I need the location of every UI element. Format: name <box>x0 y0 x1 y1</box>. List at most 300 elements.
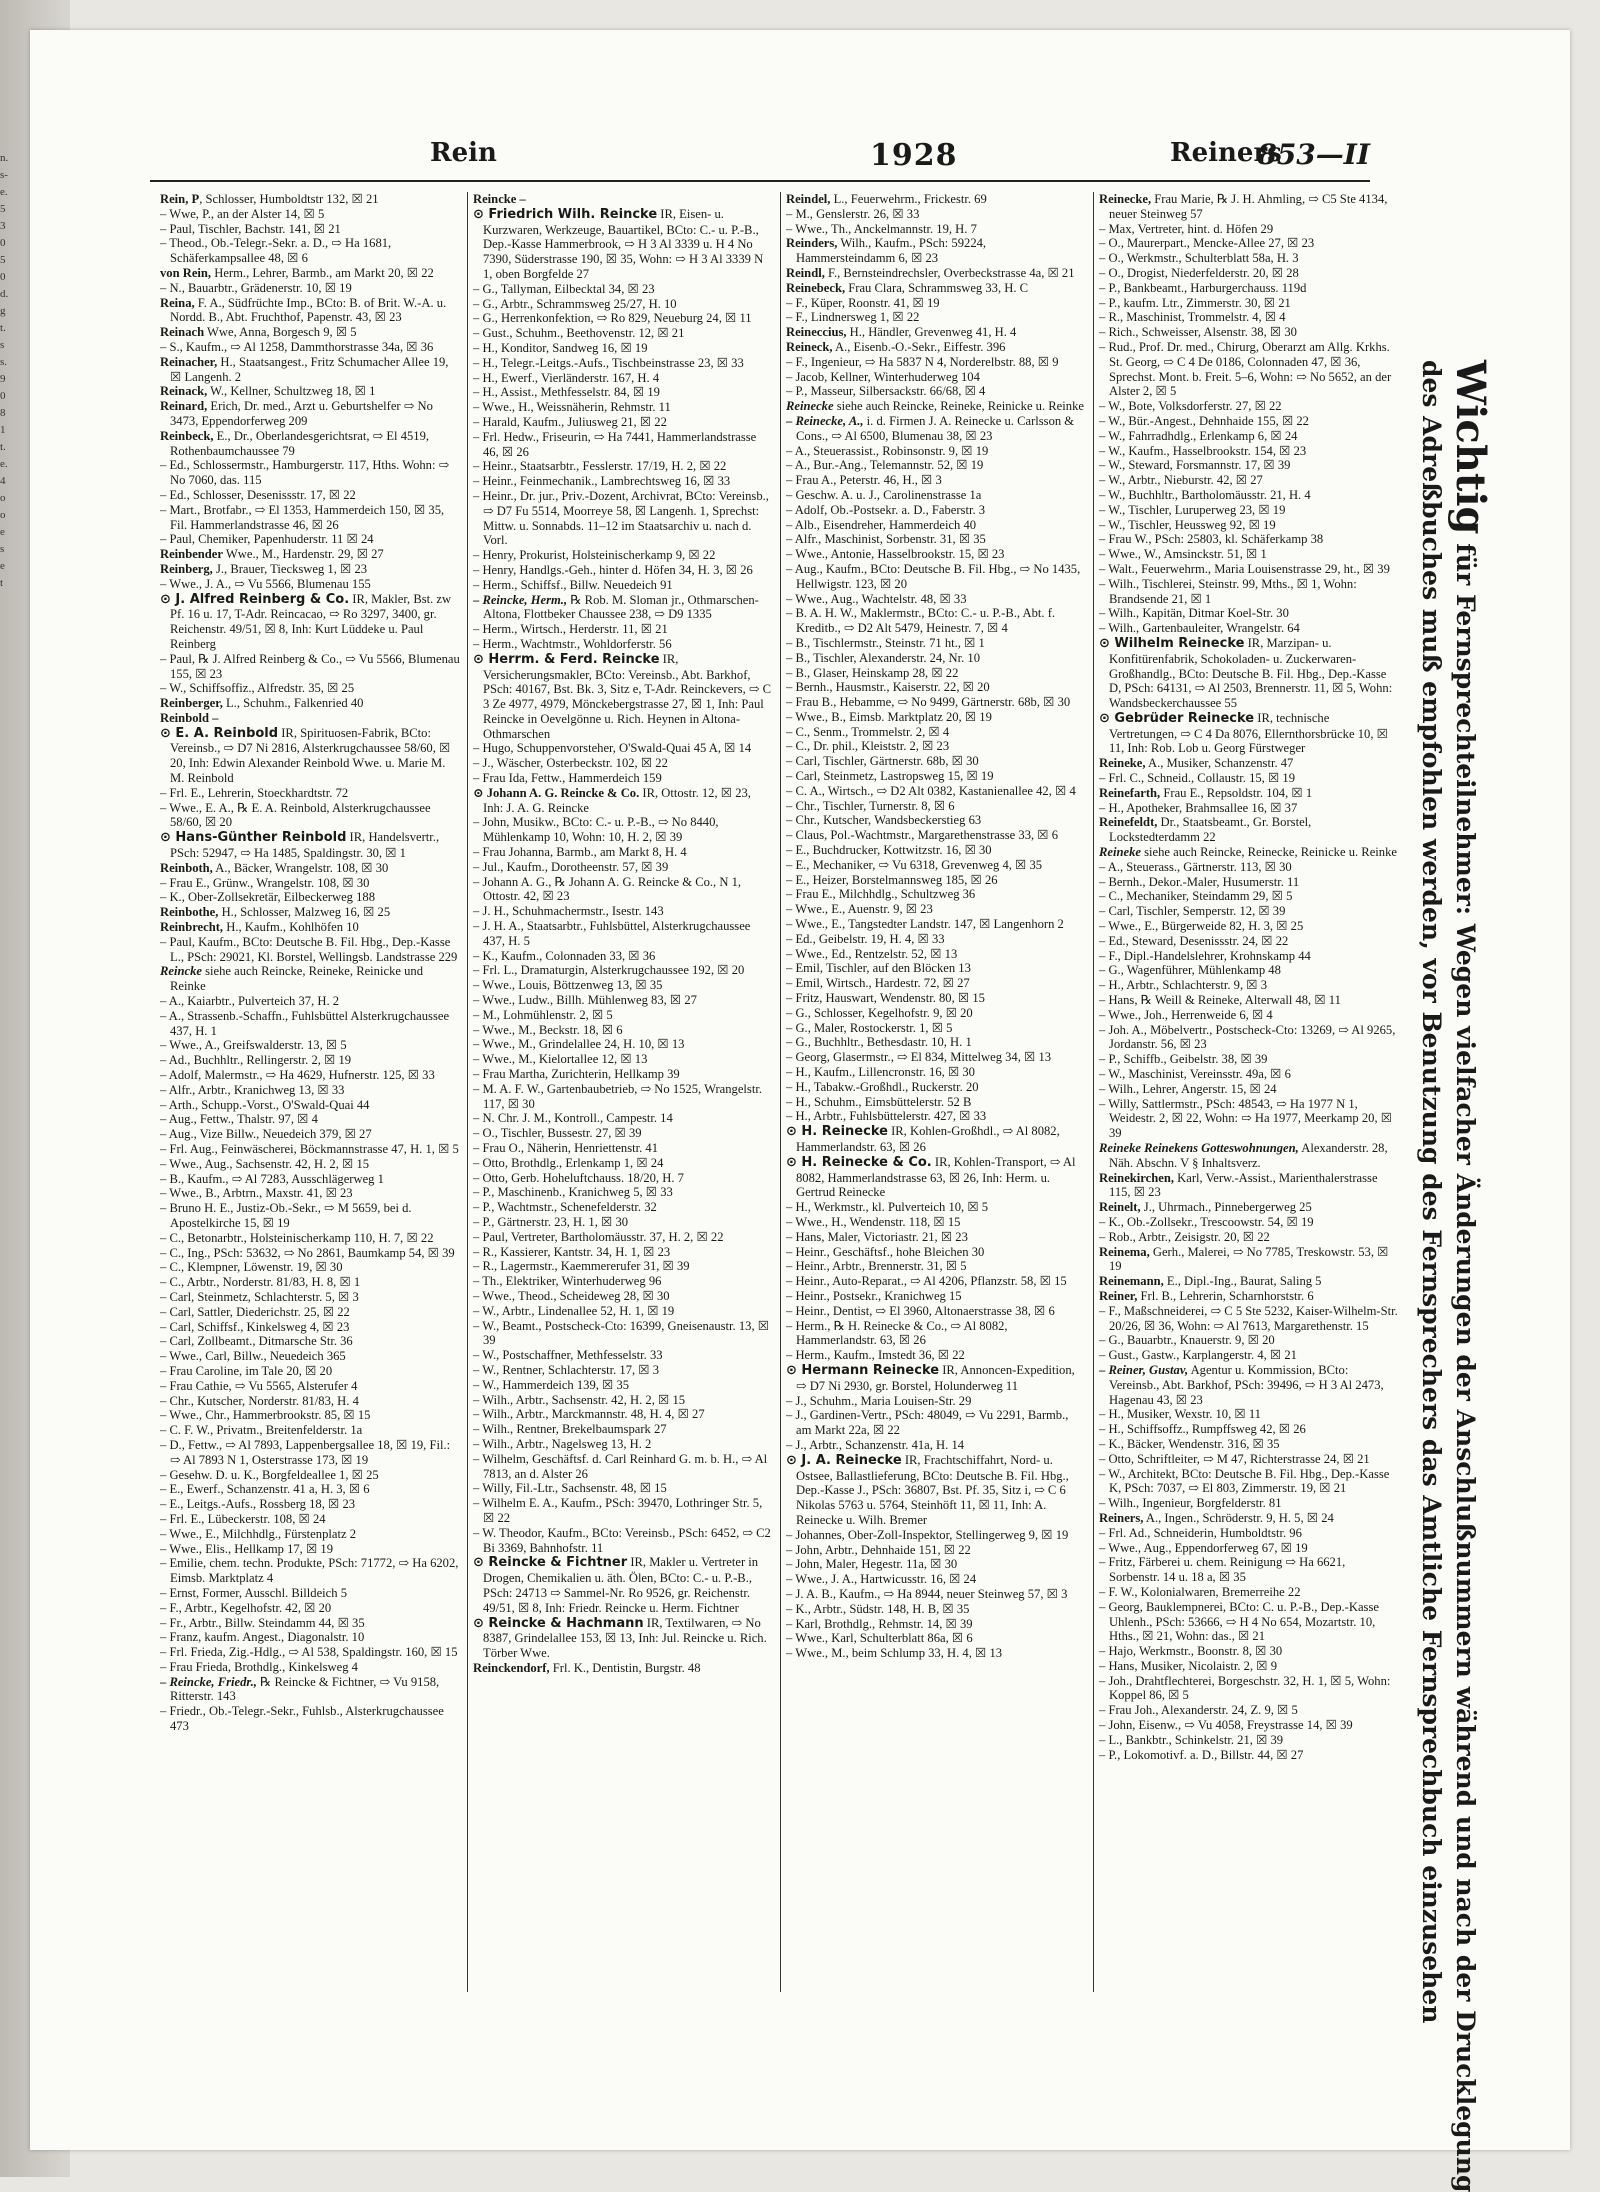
entry-text: – Herm., Kaufm., Imstedt 36, ☒ 22 <box>786 1348 965 1363</box>
directory-entry <box>473 430 773 460</box>
directory-column-4 <box>1099 192 1399 1992</box>
directory-entry <box>786 961 1086 976</box>
directory-entry <box>1099 399 1399 414</box>
entry-text: – Frau Martha, Zurichterin, Hellkamp 39 <box>473 1067 680 1082</box>
directory-entry <box>160 1556 460 1586</box>
entry-text: – Arth., Schupp.-Vorst., O'Swald-Quai 44 <box>160 1097 370 1112</box>
directory-entry <box>1099 1141 1399 1171</box>
directory-entry <box>160 1231 460 1246</box>
entry-text: Gerh., Malerei, ⇨ No 7785, Treskowstr. 53, ☒ 19 <box>1109 1244 1389 1274</box>
directory-entry <box>1099 1304 1399 1334</box>
directory-entry <box>786 355 1086 370</box>
margin-fragment: e. <box>0 186 8 198</box>
directory-entry <box>160 547 460 562</box>
entry-text: – W., Bür.-Angest., Dehnhaide 155, ☒ 22 <box>1099 413 1309 428</box>
directory-entry <box>473 1526 773 1556</box>
entry-text: – F. W., Kolonialwaren, Bremerreihe 22 <box>1099 1584 1301 1599</box>
directory-entry <box>1099 1215 1399 1230</box>
directory-entry <box>160 994 460 1009</box>
directory-entry <box>473 548 773 563</box>
directory-entry <box>1099 1496 1399 1511</box>
directory-entry <box>473 326 773 341</box>
entry-text: – Otto, Brothdlg., Erlenkamp 1, ☒ 24 <box>473 1155 664 1170</box>
entry-text: – H., Arbtr., Fuhlsbüttelerstr. 427, ☒ 33 <box>786 1109 987 1124</box>
entry-text: – S., Kaufm., ⇨ Al 1258, Dammthorstrasse 34a, ☒ 36 <box>160 339 434 354</box>
entry-text: – K., Bäcker, Wendenstr. 316, ☒ 35 <box>1099 1436 1280 1451</box>
directory-entry <box>1099 1541 1399 1556</box>
entry-text: – Heinr., Postsekr., Kranichweg 15 <box>786 1288 962 1303</box>
directory-entry <box>786 1572 1086 1587</box>
directory-entry <box>160 281 460 296</box>
entry-text: i. d. Firmen J. A. Reinecke u. Carlsson & Cons., ⇨ Al 6500, Blumenau 38, ☒ 23 <box>796 413 1075 443</box>
entry-text: – A., Steuerassist., Robinsonstr. 9, ☒ 19 <box>786 443 989 458</box>
entry-text: – Alb., Eisendreher, Hammerdeich 40 <box>786 517 977 532</box>
directory-entry <box>786 1289 1086 1304</box>
entry-text: – Frau Caroline, im Tale 20, ☒ 20 <box>160 1363 333 1378</box>
entry-text: – H., Telegr.-Leitgs.-Aufs., Tischbeinstrasse 23, ☒ 33 <box>473 355 744 370</box>
entry-keyword: Rein, P <box>160 192 200 206</box>
directory-entry <box>473 1200 773 1215</box>
entry-text: – Fritz, Färberei u. chem. Reinigung ⇨ Ha 6621, Sorbenstr. 14 u. 18 a, ☒ 35 <box>1099 1555 1346 1585</box>
directory-entry <box>786 1080 1086 1095</box>
directory-entry <box>473 1481 773 1496</box>
entry-text: – H., Arbtr., Schlachterstr. 9, ☒ 3 <box>1099 978 1267 993</box>
directory-entry <box>1099 1097 1399 1141</box>
directory-entry <box>786 651 1086 666</box>
entry-text: – Carl, Tischler, Gärtnerstr. 68b, ☒ 30 <box>786 754 979 769</box>
entry-text: – G., Wagenführer, Mühlenkamp 48 <box>1099 963 1281 978</box>
directory-entry <box>160 355 460 385</box>
entry-text: – H., Tabakw.-Großhdl., Ruckerstr. 20 <box>786 1079 979 1094</box>
entry-text: – P., Gärtnerstr. 23, H. 1, ☒ 30 <box>473 1214 629 1229</box>
directory-entry <box>786 1006 1086 1021</box>
directory-entry <box>473 1141 773 1156</box>
directory-entry <box>1099 621 1399 636</box>
entry-text: – Henry, Handlgs.-Geh., hinter d. Höfen 34, H. 3, ☒ 26 <box>473 562 753 577</box>
directory-entry <box>1099 192 1399 222</box>
directory-entry <box>1099 1082 1399 1097</box>
entry-keyword: ⊙ H. Reinecke <box>786 1124 888 1140</box>
directory-entry <box>160 577 460 592</box>
directory-entry <box>160 890 460 905</box>
directory-entry <box>786 1528 1086 1543</box>
entry-text: – W., Schiffsoffiz., Alfredstr. 35, ☒ 25 <box>160 681 355 696</box>
directory-entry <box>786 739 1086 754</box>
entry-text: – Hajo, Werkmstr., Boonstr. 8, ☒ 30 <box>1099 1644 1283 1659</box>
directory-entry <box>473 741 773 756</box>
entry-text: IR, Makler, Bst. zw Pf. 16 u. 17, T-Adr. Reincacao, ⇨ Ro 3297, 3400, gr. Reichenstr. 49/51, ☒ 8, Inh: Kurt Lüddeke u. Paul Reinberg <box>170 591 452 651</box>
entry-text: – G., Maler, Rostockerstr. 1, ☒ 5 <box>786 1020 953 1035</box>
directory-entry <box>473 1259 773 1274</box>
notice-heading: Wichtig <box>1447 360 1494 535</box>
directory-entry <box>786 725 1086 740</box>
entry-keyword: Reinefeldt, <box>1099 815 1158 830</box>
directory-entry <box>160 1675 460 1705</box>
directory-entry <box>1099 1600 1399 1644</box>
entry-text: – K., Arbtr., Südstr. 148, H. B, ☒ 35 <box>786 1601 970 1616</box>
margin-fragment: o <box>0 509 6 521</box>
entry-text: Frau Clara, Schrammsweg 33, H. C <box>845 280 1029 295</box>
entry-text: – B. A. H. W., Maklermstr., BCto: C.- u. P.-B., Abt. f. Kreditb., ⇨ D2 Alt 5479, Heinestr. 7, ☒ 4 <box>786 606 1056 636</box>
margin-fragment: 5 <box>0 254 6 266</box>
entry-text: – Bernh., Hausmstr., Kaiserstr. 22, ☒ 20 <box>786 680 990 695</box>
directory-entry <box>786 666 1086 681</box>
entry-text: – Friedr., Ob.-Telegr.-Sekr., Fuhlsb., Alsterkrugchaussee 473 <box>160 1704 444 1734</box>
entry-keyword: Reinecke <box>786 399 834 414</box>
entry-keyword: Reinbothe, <box>160 905 219 920</box>
margin-fragment: g <box>0 305 6 317</box>
directory-entry <box>160 726 460 786</box>
directory-entry <box>786 976 1086 991</box>
directory-entry <box>160 830 460 861</box>
entry-text: – C., Betonarbtr., Holsteinischerkamp 110, H. 7, ☒ 22 <box>160 1230 434 1245</box>
directory-entry <box>160 266 460 281</box>
entry-text: – Herm., ℞ H. Reinecke & Co., ⇨ Al 8082, Hammerlandstr. 63, ☒ 26 <box>786 1318 1008 1348</box>
entry-text: – Wwe., E., Bürgerweide 82, H. 3, ☒ 25 <box>1099 919 1304 934</box>
directory-entry <box>473 1052 773 1067</box>
directory-entry <box>786 1646 1086 1661</box>
directory-entry <box>473 978 773 993</box>
entry-text: – R., Maschinist, Trommelstr. 4, ☒ 4 <box>1099 310 1286 325</box>
entry-text: – Wwe., E., Milchhdlg., Fürstenplatz 2 <box>160 1526 356 1541</box>
entry-text: – Frau Ida, Fettw., Hammerdeich 159 <box>473 771 662 786</box>
directory-entry <box>160 1379 460 1394</box>
entry-text: – B., Tischler, Alexanderstr. 24, Nr. 10 <box>786 650 980 665</box>
directory-entry <box>1099 1644 1399 1659</box>
entry-keyword: Reindel, <box>786 192 831 206</box>
directory-entry <box>473 860 773 875</box>
directory-entry <box>473 1304 773 1319</box>
directory-entry <box>160 429 460 459</box>
entry-text: H., Händler, Grevenweg 41, H. 4 <box>846 325 1017 340</box>
entry-text: L., Schuhm., Falkenried 40 <box>222 696 364 711</box>
entry-text: – F., Arbtr., Kegelhofstr. 42, ☒ 20 <box>160 1600 332 1615</box>
entry-text: – Karl, Brothdlg., Rehmstr. 14, ☒ 39 <box>786 1616 973 1631</box>
entry-text: – Georg, Glasermstr., ⇨ El 834, Mittelweg 34, ☒ 13 <box>786 1050 1052 1065</box>
entry-text: siehe auch Reincke, Reineke, Reinicke und Reinke <box>170 964 423 994</box>
directory-entry <box>473 563 773 578</box>
directory-entry <box>160 1127 460 1142</box>
entry-text: – Frl. E., Lehrerin, Stoeckhardtstr. 72 <box>160 785 349 800</box>
entry-text: – Fritz, Hauswart, Wendenstr. 80, ☒ 15 <box>786 991 985 1006</box>
entry-text: – W., Hammerdeich 139, ☒ 35 <box>473 1377 630 1392</box>
directory-entry <box>786 207 1086 222</box>
directory-entry <box>473 341 773 356</box>
directory-entry <box>1099 1452 1399 1467</box>
entry-text: – Harald, Kaufm., Juliusweg 21, ☒ 22 <box>473 414 667 429</box>
entry-text: – E., Ewerf., Schanzenstr. 41 a, H. 3, ☒ 6 <box>160 1482 370 1497</box>
directory-entry <box>473 385 773 400</box>
directory-entry <box>473 1348 773 1363</box>
entry-text: – Aug., Fettw., Thalstr. 97, ☒ 4 <box>160 1112 318 1127</box>
entry-text: – F., Ingenieur, ⇨ Ha 5837 N 4, Norderelbstr. 88, ☒ 9 <box>786 354 1059 369</box>
directory-entry <box>1099 993 1399 1008</box>
entry-text: – Wwe., Ed., Rentzelstr. 52, ☒ 13 <box>786 946 958 961</box>
directory-entry <box>473 622 773 637</box>
entry-keyword: Reinard, <box>160 399 208 414</box>
directory-entry <box>1099 532 1399 547</box>
directory-entry <box>1099 963 1399 978</box>
directory-entry <box>786 1453 1086 1528</box>
directory-entry <box>1099 1511 1399 1526</box>
entry-text: IR, Kohlen-Großhdl., ⇨ Al 8082, Hammerlandstr. 63, ☒ 26 <box>796 1124 1060 1154</box>
directory-entry <box>1099 1363 1399 1407</box>
entry-text: – Emil, Wirtsch., Hardestr. 72, ☒ 27 <box>786 976 970 991</box>
directory-entry <box>473 919 773 949</box>
entry-text: – H., Assist., Methfesselstr. 84, ☒ 19 <box>473 385 660 400</box>
entry-text: – J., Arbtr., Schanzenstr. 41a, H. 14 <box>786 1437 965 1452</box>
directory-entry <box>160 1364 460 1379</box>
entry-text: – R., Kassierer, Kantstr. 34, H. 1, ☒ 23 <box>473 1244 671 1259</box>
entry-text: – Heinr., Arbtr., Brennerstr. 31, ☒ 5 <box>786 1259 967 1274</box>
entry-text: – Paul, Tischler, Bachstr. 141, ☒ 21 <box>160 221 341 236</box>
entry-text: – Emil, Tischler, auf den Blöcken 13 <box>786 961 971 976</box>
directory-entry <box>160 1660 460 1675</box>
directory-entry <box>160 1142 460 1157</box>
directory-entry <box>473 771 773 786</box>
entry-keyword: Reineke Reinekens Gotteswohnungen, <box>1099 1141 1299 1155</box>
entry-text: – W., Bote, Volksdorferstr. 27, ☒ 22 <box>1099 399 1282 414</box>
directory-entry <box>160 1482 460 1497</box>
entry-keyword: Reineke <box>1099 845 1141 860</box>
directory-entry <box>473 1185 773 1200</box>
entry-text: – Ed., Steward, Desenissstr. 24, ☒ 22 <box>1099 933 1289 948</box>
directory-entry <box>160 696 460 711</box>
entry-text: IR, Versicherungsmakler, BCto: Vereinsb., Abt. Barkhof, PSch: 40167, Bst. Bk. 3, Sitz e, T-Adr. Reinckevers, ⇨ C 3 Ze 4977, 4979, Mönckebergstrasse 27, ☒ 1, Inh: Paul Reincke in Oevelgönne u. Rich. Heynen in Altona-Othmarschen <box>483 651 771 741</box>
directory-entry <box>786 695 1086 710</box>
directory-entry <box>786 917 1086 932</box>
entry-text: – C., Arbtr., Norderstr. 81/83, H. 8, ☒ 1 <box>160 1275 361 1290</box>
entry-text: – Frau A., Peterstr. 46, H., ☒ 3 <box>786 473 942 488</box>
entry-text: Frl. K., Dentistin, Burgstr. 48 <box>549 1660 701 1675</box>
entry-keyword: Reinbeck, <box>160 428 214 443</box>
directory-entry <box>1099 296 1399 311</box>
directory-entry <box>473 1437 773 1452</box>
entry-text: – Paul, ℞ J. Alfred Reinberg & Co., ⇨ Vu 5566, Blumenau 155, ☒ 23 <box>160 651 460 681</box>
directory-entry <box>160 1542 460 1557</box>
margin-fragment: o <box>0 492 6 504</box>
directory-entry <box>473 1555 773 1615</box>
entry-keyword: – Reinecke, A., <box>786 413 864 428</box>
directory-entry <box>160 786 460 801</box>
directory-entry <box>473 815 773 845</box>
directory-entry <box>160 192 460 207</box>
directory-entry <box>1099 414 1399 429</box>
entry-text: – H., Schiffsoffz., Rumpffsweg 42, ☒ 26 <box>1099 1422 1306 1437</box>
entry-text: – Alfr., Arbtr., Kranichweg 13, ☒ 33 <box>160 1082 345 1097</box>
entry-text: – Wilh., Gartenbauleiter, Wrangelstr. 64 <box>1099 621 1300 636</box>
entry-text: – Th., Elektriker, Winterhuderweg 96 <box>473 1274 662 1289</box>
entry-text: – Wwe., Elis., Hellkamp 17, ☒ 19 <box>160 1541 334 1556</box>
entry-text: – C., Ing., PSch: 53632, ⇨ No 2861, Baumkamp 54, ☒ 39 <box>160 1245 455 1260</box>
directory-entry <box>473 1023 773 1038</box>
directory-entry <box>160 1527 460 1542</box>
directory-entry <box>473 400 773 415</box>
entry-text: – Frau E., Grünw., Wrangelstr. 108, ☒ 30 <box>160 875 370 890</box>
entry-text: – Heinr., Auto-Reparat., ⇨ Al 4206, Pflanzstr. 58, ☒ 15 <box>786 1274 1067 1289</box>
directory-entry <box>786 1155 1086 1200</box>
directory-entry <box>786 902 1086 917</box>
directory-entry <box>1099 860 1399 875</box>
entry-text: – Theod., Ob.-Telegr.-Sekr. a. D., ⇨ Ha 1681, Schäferkampsallee 48, ☒ 6 <box>160 236 392 266</box>
entry-text: – Frl. E., Lübeckerstr. 108, ☒ 24 <box>160 1511 326 1526</box>
entry-keyword: ⊙ J. A. Reinecke <box>786 1452 902 1468</box>
entry-text: – Fr., Arbtr., Billw. Steindamm 44, ☒ 35 <box>160 1615 365 1630</box>
entry-text: – P., Masseur, Silbersackstr. 66/68, ☒ 4 <box>786 384 986 399</box>
directory-entry <box>160 592 460 652</box>
directory-entry <box>786 873 1086 888</box>
directory-entry <box>1099 1748 1399 1763</box>
entry-text: – Wwe., M., Grindelallee 24, H. 10, ☒ 13 <box>473 1037 685 1052</box>
entry-keyword: ⊙ Friedrich Wilh. Reincke <box>473 206 658 222</box>
entry-text: – Wwe., Louis, Böttzenweg 13, ☒ 35 <box>473 978 663 993</box>
margin-fragment: s- <box>0 169 8 181</box>
entry-text: – Otto, Schriftleiter, ⇨ M 47, Richterstrasse 24, ☒ 21 <box>1099 1451 1370 1466</box>
directory-entry <box>786 458 1086 473</box>
entry-keyword: Reincke <box>160 964 202 979</box>
directory-entry <box>473 297 773 312</box>
directory-entry <box>1099 1289 1399 1304</box>
entry-text: – Wwe., Th., Anckelmannstr. 19, H. 7 <box>786 221 977 236</box>
entry-text: – Hugo, Schuppenvorsteher, O'Swald-Quai 45 A, ☒ 14 <box>473 741 752 756</box>
directory-column-1 <box>160 192 460 1992</box>
entry-keyword: ⊙ Hans-Günther Reinbold <box>160 830 347 846</box>
entry-text: – A., Bur.-Ang., Telemannstr. 52, ☒ 19 <box>786 458 984 473</box>
entry-text: – Frau W., PSch: 25803, kl. Schäferkamp 38 <box>1099 532 1324 547</box>
entry-text: IR, Eisen- u. Kurzwaren, Werkzeuge, Bauartikel, BCto: C.- u. P.-B., Dep.-Kasse Hammerbrook, ⇨ H 3 Al 3339 u. H 4 No 7390, Süderstrasse 190, ☒ 35, Wohn: ⇨ H 3 Al 3339 N 1, oben Borgfelde 27 <box>483 206 764 281</box>
entry-keyword: Reinders, <box>786 236 838 251</box>
entry-text: – K., Ober-Zollsekretär, Eilbeckerweg 188 <box>160 890 376 905</box>
directory-entry <box>473 1289 773 1304</box>
directory-entry <box>160 1068 460 1083</box>
entry-text: – Wwe., J. A., ⇨ Vu 5566, Blumenau 155 <box>160 576 371 591</box>
directory-entry <box>473 1616 773 1661</box>
entry-text: – R., Lagermstr., Kaemmererufer 31, ☒ 39 <box>473 1259 690 1274</box>
entry-text: – J., Schuhm., Maria Louisen-Str. 29 <box>786 1393 972 1408</box>
directory-entry <box>786 1438 1086 1453</box>
entry-text: – John, Maler, Hegestr. 11a, ☒ 30 <box>786 1557 958 1572</box>
directory-entry <box>160 1083 460 1098</box>
directory-entry <box>160 222 460 237</box>
directory-entry <box>1099 444 1399 459</box>
directory-entry <box>786 1319 1086 1349</box>
entry-text: Wilh., Kaufm., PSch: 59224, Hammersteindamm 6, ☒ 23 <box>796 236 987 266</box>
margin-fragment: t <box>0 577 4 589</box>
entry-text: – P., Wachtmstr., Schenefelderstr. 32 <box>473 1200 657 1215</box>
entry-text: – Wwe., J. A., Hartwicusstr. 16, ☒ 24 <box>786 1572 977 1587</box>
entry-text: – Wwe., M., Kielortallee 12, ☒ 13 <box>473 1052 648 1067</box>
entry-text: – Ad., Buchhltr., Rellingerstr. 2, ☒ 19 <box>160 1053 352 1068</box>
entry-text: – D., Fettw., ⇨ Al 7893, Lappenbergsallee 18, ☒ 19, Fil.: ⇨ Al 7893 N 1, Osterstrasse 173, ☒ 19 <box>160 1437 451 1467</box>
entry-text: – Wwe., Ludw., Billh. Mühlenweg 83, ☒ 27 <box>473 993 697 1008</box>
directory-entry <box>160 384 460 399</box>
directory-entry <box>786 991 1086 1006</box>
column-rule <box>1093 192 1094 1992</box>
directory-entry <box>1099 281 1399 296</box>
entry-keyword: Reincke – <box>473 192 526 206</box>
entry-text: – Wwe., B., Arbtrn., Maxstr. 41, ☒ 23 <box>160 1186 353 1201</box>
entry-text: – Gust., Gastw., Karplangerstr. 4, ☒ 21 <box>1099 1348 1297 1363</box>
entry-text: – Walt., Feuerwehrm., Maria Louisenstrasse 29, ht., ☒ 39 <box>1099 561 1390 576</box>
directory-entry <box>160 1586 460 1601</box>
entry-text: – Wilhelm E. A., Kaufm., PSch: 39470, Lothringer Str. 5, ☒ 22 <box>473 1496 763 1525</box>
entry-text: – W., Tischler, Heussweg 92, ☒ 19 <box>1099 517 1276 532</box>
entry-text: – Wwe., E., Tangstedter Landstr. 147, ☒ Langenhorn 2 <box>786 917 1064 932</box>
directory-entry <box>1099 1718 1399 1733</box>
directory-entry <box>160 1334 460 1349</box>
directory-entry <box>1099 1067 1399 1082</box>
directory-entry <box>1099 518 1399 533</box>
margin-fragment: 4 <box>0 475 6 487</box>
directory-entry <box>473 207 773 282</box>
entry-keyword: Reinbrecht, <box>160 920 224 935</box>
entry-text: W., Kellner, Schultzweg 18, ☒ 1 <box>207 384 376 399</box>
directory-entry <box>786 1543 1086 1558</box>
directory-entry <box>1099 310 1399 325</box>
directory-entry <box>160 1112 460 1127</box>
entry-text: A., Eisenb.-O.-Sekr., Eiffestr. 396 <box>832 339 1006 354</box>
entry-text: – H., Werkmstr., kl. Pulverteich 10, ☒ 5 <box>786 1200 989 1215</box>
entry-text: – M., Genslerstr. 26, ☒ 33 <box>786 206 920 221</box>
entry-text: Wwe., M., Hardenstr. 29, ☒ 27 <box>222 547 384 562</box>
entry-text: – Emilie, chem. techn. Produkte, PSch: 71772, ⇨ Ha 6202, Eimsb. Marktplatz 4 <box>160 1556 459 1586</box>
entry-text: – Frau B., Hebamme, ⇨ No 9499, Gärtnerstr. 68b, ☒ 30 <box>786 695 1071 710</box>
directory-entry <box>786 310 1086 325</box>
entry-text: – Frau Cathie, ⇨ Vu 5565, Alsterufer 4 <box>160 1378 358 1393</box>
directory-entry <box>1099 934 1399 949</box>
entry-text: – Hans, Maler, Victoriastr. 21, ☒ 23 <box>786 1229 968 1244</box>
directory-entry <box>473 875 773 905</box>
entry-text: – Frl. Aug., Feinwäscherei, Böckmannstrasse 47, H. 1, ☒ 5 <box>160 1142 459 1156</box>
entry-text: – John, Arbtr., Dehnhaide 151, ☒ 22 <box>786 1542 971 1557</box>
directory-entry <box>1099 711 1399 756</box>
directory-entry <box>786 1557 1086 1572</box>
entry-text: – W., Tischler, Luruperweg 23, ☒ 19 <box>1099 502 1286 517</box>
directory-entry <box>160 1468 460 1483</box>
entry-text: – Ernst, Former, Ausschl. Billdeich 5 <box>160 1585 347 1600</box>
directory-entry <box>1099 1348 1399 1363</box>
margin-fragment: e <box>0 526 5 538</box>
entry-text: – Wwe., M., beim Schlump 33, H. 4, ☒ 13 <box>786 1646 1003 1661</box>
entry-text: – C. F. W., Privatm., Breitenfelderstr. 1a <box>160 1423 363 1438</box>
entry-text: – Heinr., Dentist, ⇨ El 3960, Altonaerstrasse 38, ☒ 6 <box>786 1303 1055 1318</box>
entry-keyword: Reinacher, <box>160 354 218 369</box>
directory-entry <box>786 1109 1086 1124</box>
directory-entry <box>473 474 773 489</box>
directory-entry <box>473 1661 773 1676</box>
entry-keyword: ⊙ Wilhelm Reinecke <box>1099 635 1245 651</box>
directory-entry <box>786 1363 1086 1394</box>
directory-entry <box>160 207 460 222</box>
directory-entry <box>786 1259 1086 1274</box>
entry-text: – Wwe., Antonie, Hasselbrookstr. 15, ☒ 23 <box>786 547 1005 562</box>
directory-entry <box>160 1601 460 1616</box>
directory-entry <box>160 488 460 503</box>
entry-text: – Gust., Schuhm., Beethovenstr. 12, ☒ 21 <box>473 326 685 341</box>
entry-text: – C., Dr. phil., Kleiststr. 2, ☒ 23 <box>786 739 950 754</box>
entry-text: – Herm., Wachtmstr., Wohldorferstr. 56 <box>473 636 672 651</box>
directory-entry <box>1099 801 1399 816</box>
directory-entry <box>160 920 460 935</box>
directory-entry <box>473 1156 773 1171</box>
directory-entry <box>786 1095 1086 1110</box>
directory-entry <box>160 1201 460 1231</box>
entry-text: – Frau O., Näherin, Henriettenstr. 41 <box>473 1141 659 1155</box>
entry-text: – B., Kaufm., ⇨ Al 7283, Ausschlägerweg 1 <box>160 1171 384 1186</box>
margin-fragment: 5 <box>0 203 6 215</box>
entry-text: – Wwe., Aug., Wachtelstr. 48, ☒ 33 <box>786 591 967 606</box>
directory-entry <box>1099 1422 1399 1437</box>
